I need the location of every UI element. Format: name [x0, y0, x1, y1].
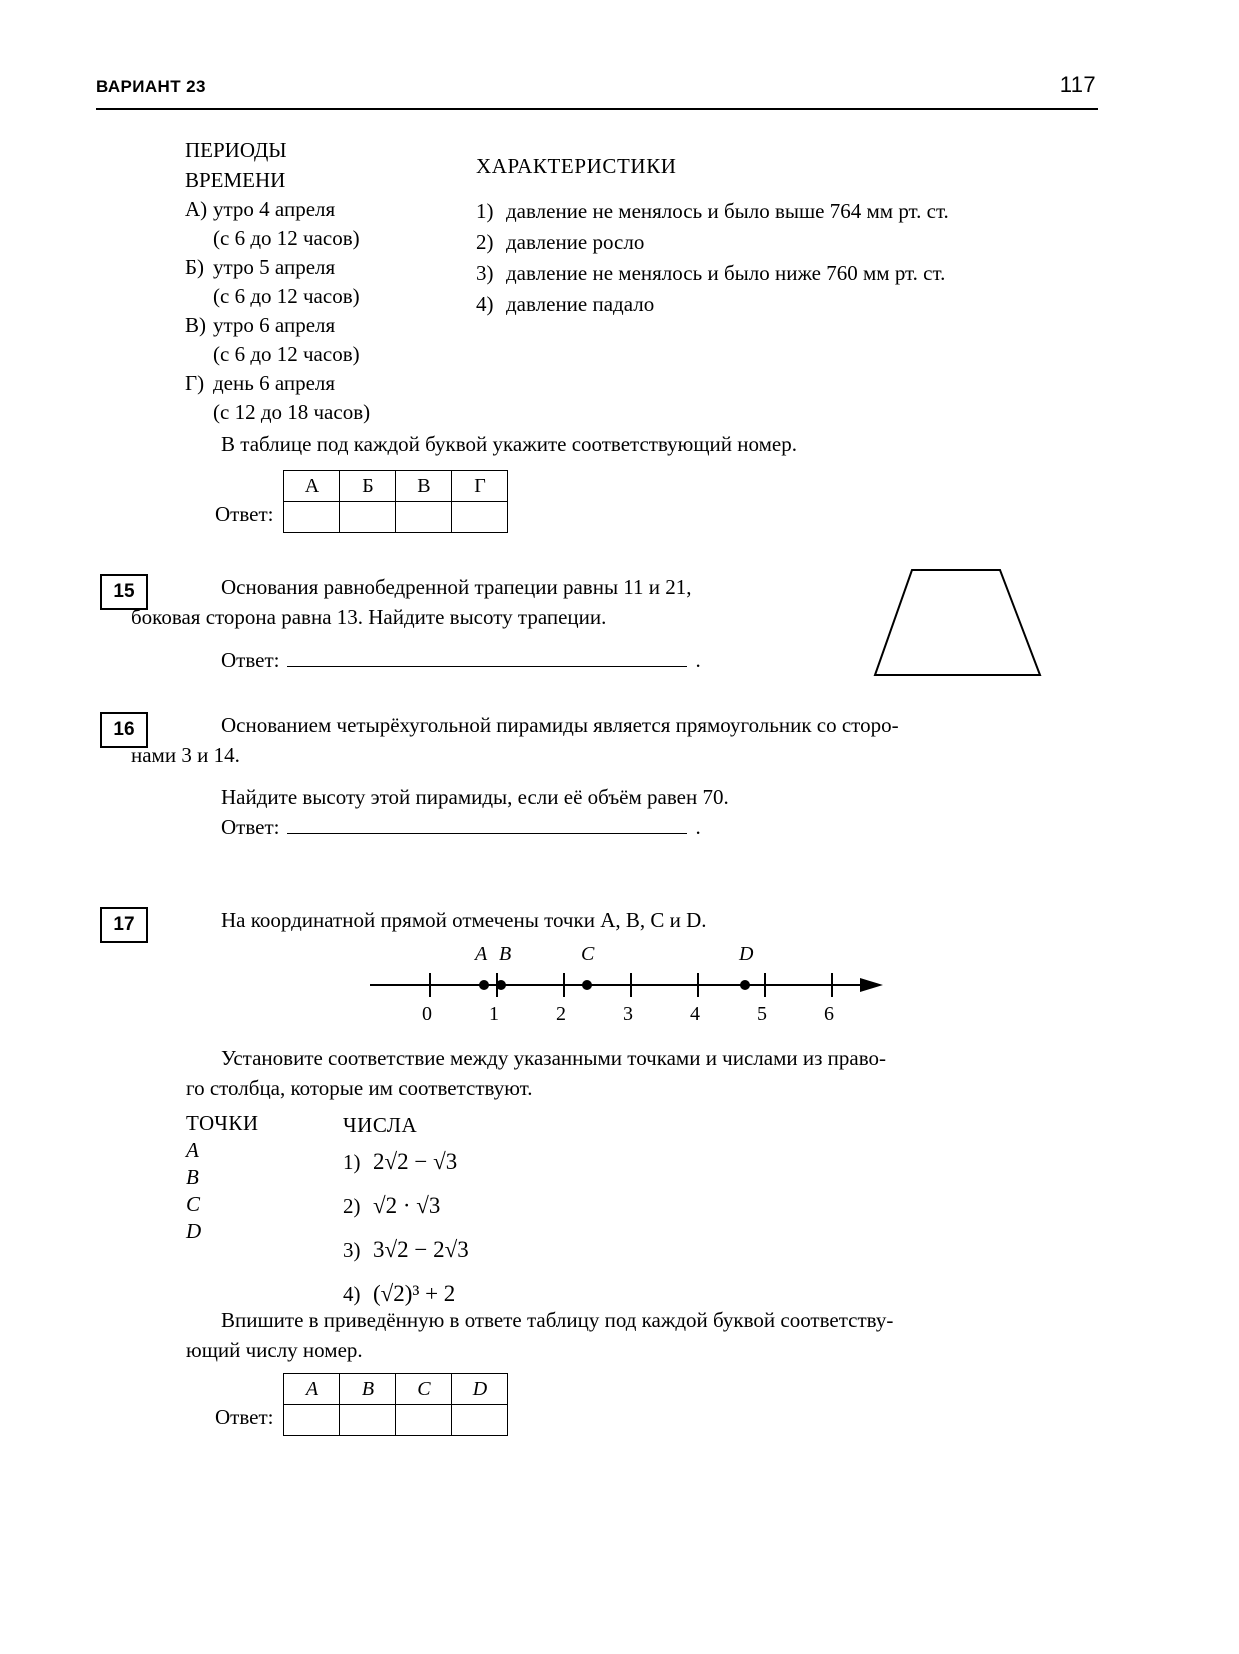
- answer-input-cell[interactable]: [284, 502, 340, 533]
- point-item: A: [186, 1138, 199, 1162]
- task17-answer-block: [215, 1373, 508, 1436]
- period-sub: (с 6 до 12 часов): [213, 226, 360, 250]
- task17-instruction2: [186, 1305, 1096, 1365]
- period-label: А): [185, 197, 208, 221]
- task15-text: [131, 572, 871, 632]
- tick-label: 5: [757, 1003, 767, 1025]
- periods-column: [185, 135, 445, 427]
- period-text: утро 4 апреля: [213, 197, 336, 221]
- task15-text-line2: боковая сторона равна 13. Найдите высоту трапеции.: [131, 605, 607, 629]
- tick-label: 6: [824, 1003, 834, 1025]
- characteristic-text: давление росло: [506, 230, 645, 254]
- answer-header-cell: B: [340, 1374, 396, 1405]
- header-divider: [96, 108, 1098, 110]
- point-item: C: [186, 1192, 201, 1216]
- page-header: [96, 72, 1096, 98]
- point-item: D: [186, 1219, 202, 1243]
- points-column: [186, 1110, 259, 1245]
- answer-input-cell[interactable]: [340, 502, 396, 533]
- characteristics-column: [476, 152, 1096, 321]
- task-number-17: 17: [100, 907, 148, 943]
- task16-text-line2: нами 3 и 14.: [131, 743, 240, 767]
- page-number: 117: [1059, 72, 1096, 97]
- match-answer-block: [215, 470, 508, 533]
- answer-input-cell[interactable]: [452, 1405, 508, 1436]
- number-index: 1): [343, 1150, 361, 1174]
- task17-instruction: [186, 1043, 1086, 1103]
- table-row: [284, 1374, 508, 1405]
- period-text: утро 5 апреля: [213, 255, 336, 279]
- point-label-D: D: [739, 943, 754, 965]
- characteristic-item: [476, 290, 1096, 319]
- point-label-C: C: [581, 943, 595, 965]
- task16-text: [131, 710, 1091, 812]
- period-item: [185, 253, 445, 282]
- number-expression: 2√2 − √3: [373, 1149, 458, 1174]
- task15-text-line1: Основания равнобедренной трапеции равны 11 и 21,: [221, 575, 692, 599]
- number-expression: √2 · √3: [373, 1193, 441, 1218]
- numbers-column-title: ЧИСЛА: [343, 1113, 418, 1137]
- answer-input-cell[interactable]: [284, 1405, 340, 1436]
- period-text: утро 6 апреля: [213, 313, 336, 337]
- answer-label: Ответ:: [221, 648, 280, 672]
- answer-header-cell: А: [284, 471, 340, 502]
- answer-table[interactable]: [283, 1373, 508, 1436]
- characteristic-number: 3): [476, 261, 494, 285]
- answer-table[interactable]: [283, 470, 508, 533]
- answer-label: Ответ:: [221, 815, 280, 839]
- characteristic-item: [476, 228, 1096, 257]
- characteristic-item: [476, 259, 1096, 288]
- answer-header-cell: Г: [452, 471, 508, 502]
- period-text: день 6 апреля: [213, 371, 336, 395]
- answer-blank[interactable]: [287, 652, 687, 667]
- task-number-15: 15: [100, 574, 148, 610]
- period-label: Б): [185, 255, 205, 279]
- answer-label: Ответ:: [215, 1405, 274, 1429]
- answer-header-cell: В: [396, 471, 452, 502]
- task16-text-line3: Найдите высоту этой пирамиды, если её объём равен 70.: [221, 785, 729, 809]
- characteristic-item: [476, 197, 1096, 226]
- period-label: В): [185, 313, 206, 337]
- task17-instruction-line1: Установите соответствие между указанными точками и числами из право-: [221, 1046, 886, 1070]
- answer-header-cell: A: [284, 1374, 340, 1405]
- period-sub: (с 6 до 12 часов): [213, 342, 360, 366]
- answer-input-cell[interactable]: [340, 1405, 396, 1436]
- trapezoid-figure: [870, 565, 1050, 685]
- period-label: Г): [185, 371, 205, 395]
- point-label-A: A: [475, 943, 488, 965]
- period-item: [185, 195, 445, 224]
- answer-input-cell[interactable]: [396, 1405, 452, 1436]
- trapezoid-icon: [870, 565, 1050, 680]
- tick-label: 3: [623, 1003, 633, 1025]
- periods-title-line2: ВРЕМЕНИ: [185, 168, 286, 192]
- table-row: [284, 502, 508, 533]
- points-column-title: ТОЧКИ: [186, 1111, 259, 1135]
- answer-label: Ответ:: [215, 502, 274, 526]
- characteristic-number: 1): [476, 199, 494, 223]
- answer-blank[interactable]: [287, 819, 687, 834]
- tick-label: 4: [690, 1003, 700, 1025]
- point-label-B: B: [499, 943, 512, 965]
- task16-answer-line: [221, 815, 701, 840]
- task17-text-line1: На координатной прямой отмечены точки A, B, C и D.: [221, 908, 707, 932]
- task-number-16: 16: [100, 712, 148, 748]
- answer-input-cell[interactable]: [396, 502, 452, 533]
- tick-label: 0: [422, 1003, 432, 1025]
- answer-period: .: [695, 815, 701, 839]
- number-index: 2): [343, 1194, 361, 1218]
- variant-label: ВАРИАНТ 23: [96, 77, 206, 96]
- tick-label: 2: [556, 1003, 566, 1025]
- table-row: [284, 1405, 508, 1436]
- number-item: [343, 1184, 469, 1228]
- number-item: [343, 1140, 469, 1184]
- characteristics-title: ХАРАКТЕРИСТИКИ: [476, 154, 677, 178]
- characteristic-text: давление не менялось и было выше 764 мм рт. ст.: [506, 199, 949, 223]
- number-item: [343, 1228, 469, 1272]
- table-row: [284, 471, 508, 502]
- characteristic-text: давление не менялось и было ниже 760 мм рт. ст.: [506, 261, 946, 285]
- match-instruction: В таблице под каждой буквой укажите соответствующий номер.: [221, 432, 797, 456]
- numbers-column: [343, 1110, 469, 1316]
- characteristic-text: давление падало: [506, 292, 655, 316]
- period-item: [185, 311, 445, 340]
- number-index: 3): [343, 1238, 361, 1262]
- point-item: B: [186, 1165, 199, 1189]
- tick-label: 1: [489, 1003, 499, 1025]
- characteristic-number: 2): [476, 230, 494, 254]
- task17-instruction2-line2: ющий числу номер.: [186, 1338, 363, 1362]
- number-line-figure: [360, 945, 900, 1040]
- characteristic-number: 4): [476, 292, 494, 316]
- answer-header-cell: C: [396, 1374, 452, 1405]
- answer-header-cell: Б: [340, 471, 396, 502]
- answer-input-cell[interactable]: [452, 502, 508, 533]
- number-expression: 3√2 − 2√3: [373, 1237, 469, 1262]
- period-sub: (с 12 до 18 часов): [213, 400, 371, 424]
- periods-title-line1: ПЕРИОДЫ: [185, 138, 287, 162]
- task17-instruction2-line1: Впишите в приведённую в ответе таблицу под каждой буквой соответству-: [221, 1308, 894, 1332]
- task16-text-line1: Основанием четырёхугольной пирамиды является прямоугольник со сторо-: [221, 713, 899, 737]
- answer-period: .: [695, 648, 701, 672]
- task17-instruction-line2: го столбца, которые им соответствуют.: [186, 1076, 533, 1100]
- period-item: [185, 369, 445, 398]
- period-sub: (с 6 до 12 часов): [213, 284, 360, 308]
- number-expression: (√2)³ + 2: [373, 1281, 456, 1306]
- answer-header-cell: D: [452, 1374, 508, 1405]
- number-index: 4): [343, 1282, 361, 1306]
- task15-answer-line: [221, 648, 701, 673]
